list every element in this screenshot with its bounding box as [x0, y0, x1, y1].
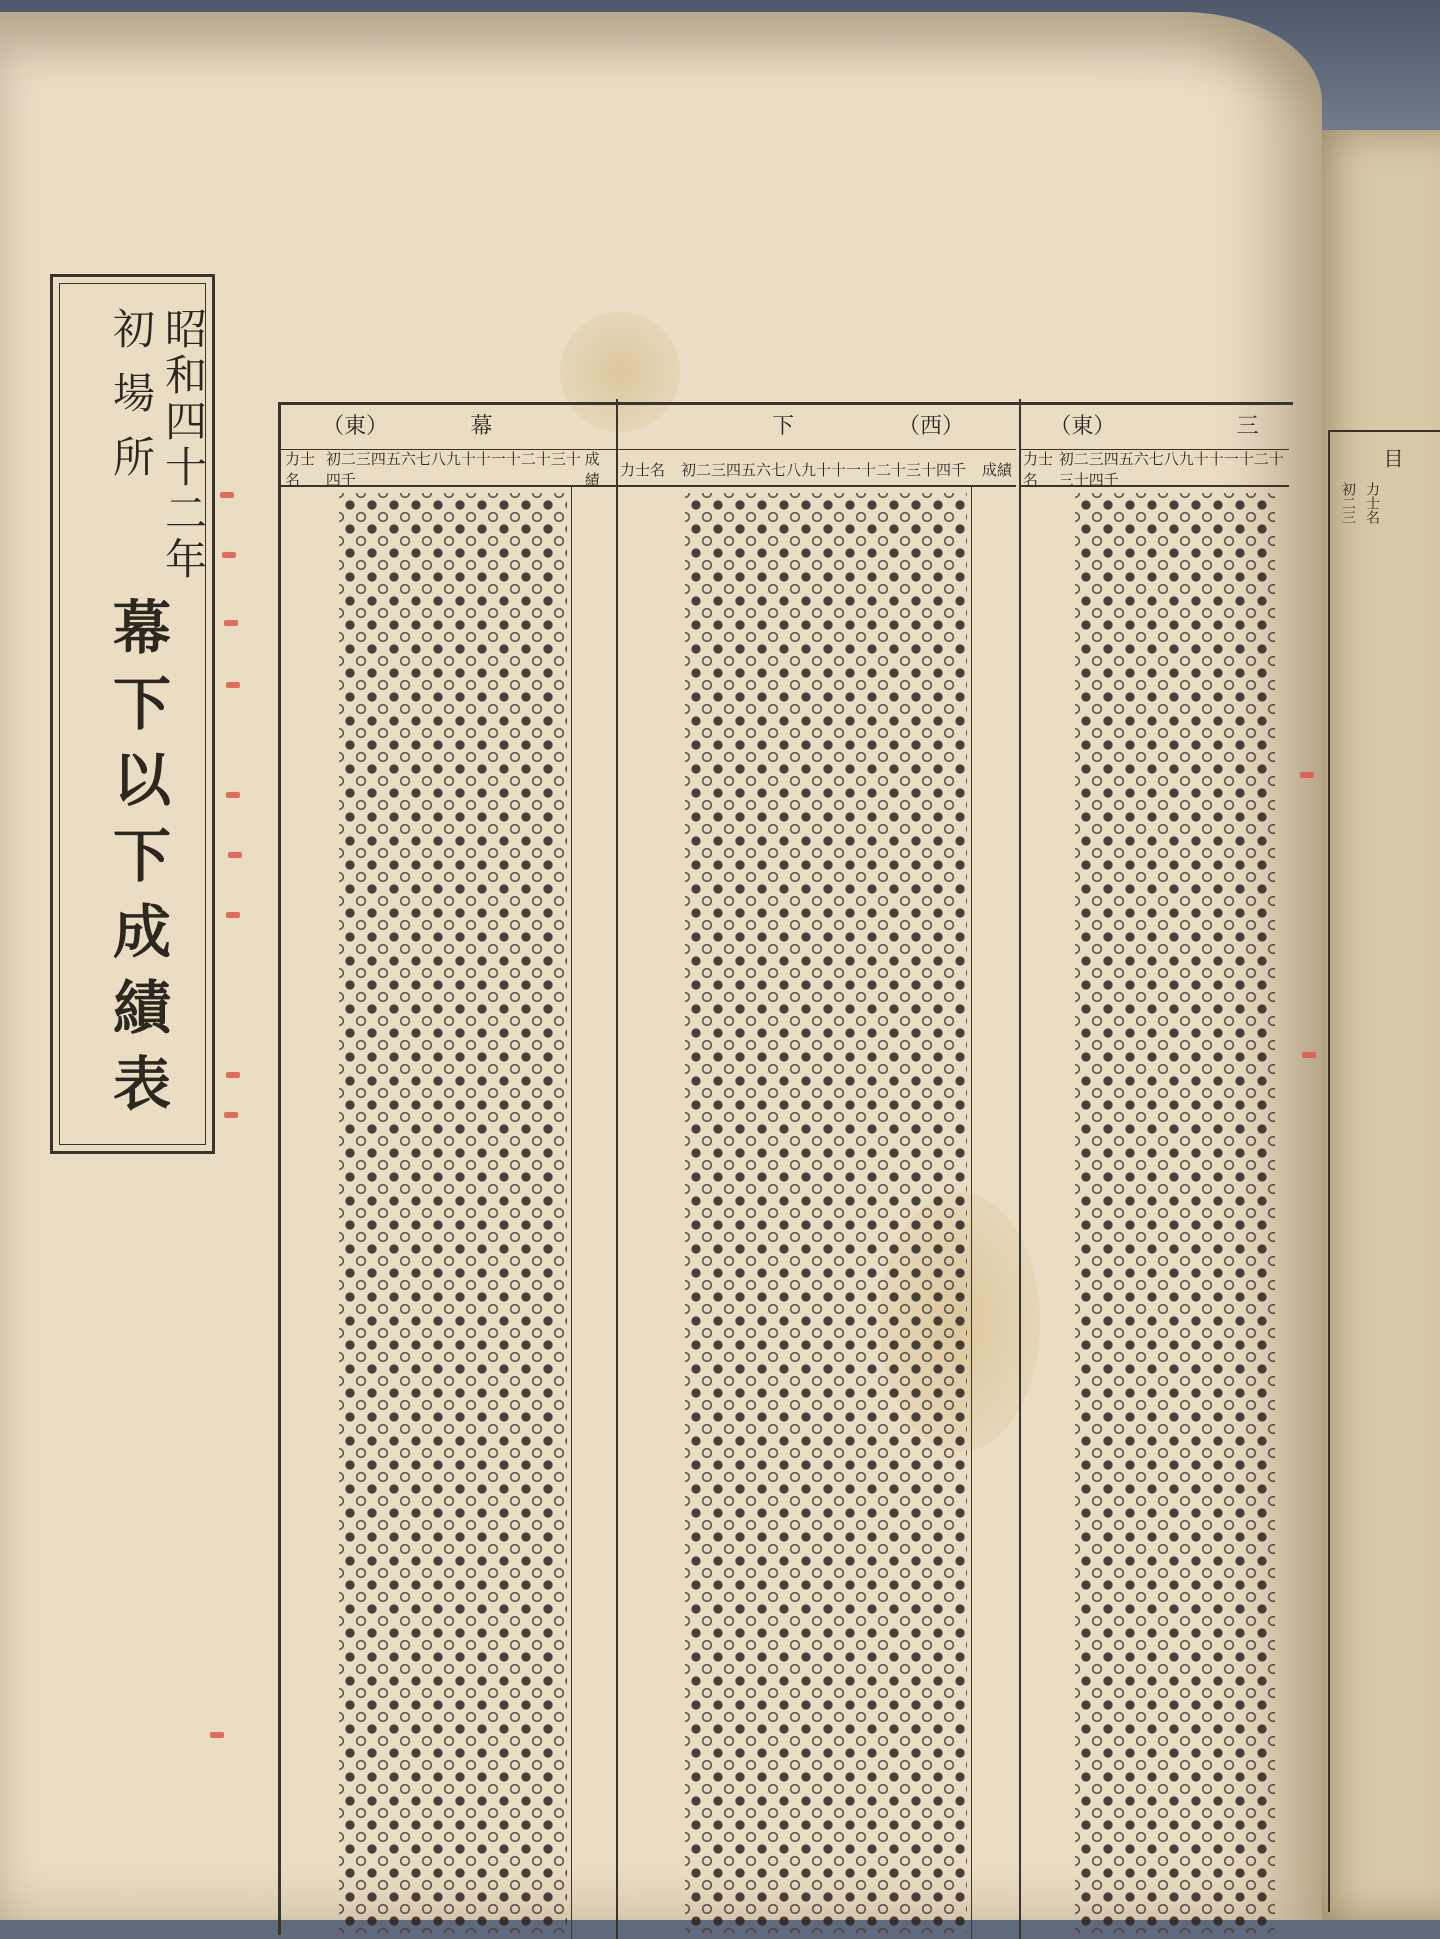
facing-page-heading: 目: [1380, 448, 1404, 468]
index-tab: [210, 1732, 224, 1738]
section-heading-right: 三: [1236, 413, 1259, 439]
index-tab: [1302, 1052, 1316, 1058]
column-labels-2: [616, 453, 1016, 487]
title-era: 昭和四十二年: [159, 307, 208, 583]
section-heading-right: （西）: [897, 413, 964, 439]
index-tab: [226, 682, 240, 688]
index-tab: [224, 620, 238, 626]
bout-results-grid: [685, 493, 967, 1933]
title-box: [50, 274, 215, 1154]
bout-results-grid: [339, 493, 567, 1933]
shikona-column: [1023, 495, 1071, 1925]
results-table: [278, 402, 1293, 1935]
bout-results-grid: [1075, 493, 1275, 1933]
section-heading-left: （東）: [1049, 413, 1116, 439]
index-tab: [226, 912, 240, 918]
section-heading-left: （東）: [322, 413, 389, 439]
facing-page-shikona-label: 力士名: [1364, 482, 1380, 524]
facing-page-days-label: 初二三: [1340, 482, 1356, 524]
section-heading-center: 下: [771, 413, 794, 439]
record-column: [576, 495, 612, 1925]
record-label: 成績: [981, 460, 1012, 479]
index-tab: [224, 1112, 238, 1118]
days-label: 初二三四五六七八九十十一十二十三十四千: [325, 450, 581, 489]
index-tab: [228, 852, 242, 858]
days-label: 初二三四五六七八九十十一十二十三十四千: [1058, 450, 1284, 489]
title-venue: 初場所: [107, 307, 156, 499]
index-tab: [1300, 772, 1314, 778]
days-label: 初二三四五六七八九十十一十二十三十四千: [680, 460, 966, 479]
column-divider: [1019, 399, 1021, 1939]
section-header-east-1: [281, 399, 616, 450]
index-tab: [226, 1072, 240, 1078]
shikona-label: 力士名: [284, 450, 315, 489]
index-tab: [226, 792, 240, 798]
record-label: 成績: [584, 450, 600, 489]
page-title: 幕下以下成績表: [103, 597, 171, 1129]
shikona-column: [287, 495, 335, 1925]
record-divider: [971, 487, 972, 1939]
column-labels-1: [281, 450, 616, 489]
column-divider: [616, 399, 618, 1939]
record-column: [976, 495, 1016, 1925]
facing-page-table-frame: [1328, 430, 1440, 1912]
record-divider: [571, 487, 572, 1939]
shikona-label: 力士名: [620, 460, 666, 479]
column-labels-3: [1019, 450, 1289, 489]
section-header-west: [616, 399, 1016, 450]
shikona-column: [626, 495, 682, 1925]
section-heading-center: 幕: [470, 413, 493, 439]
section-header-east-2: [1019, 399, 1289, 450]
index-tab: [220, 492, 234, 498]
shikona-label: 力士名: [1023, 450, 1054, 489]
index-tab: [222, 552, 236, 558]
document-page: [0, 12, 1322, 1920]
